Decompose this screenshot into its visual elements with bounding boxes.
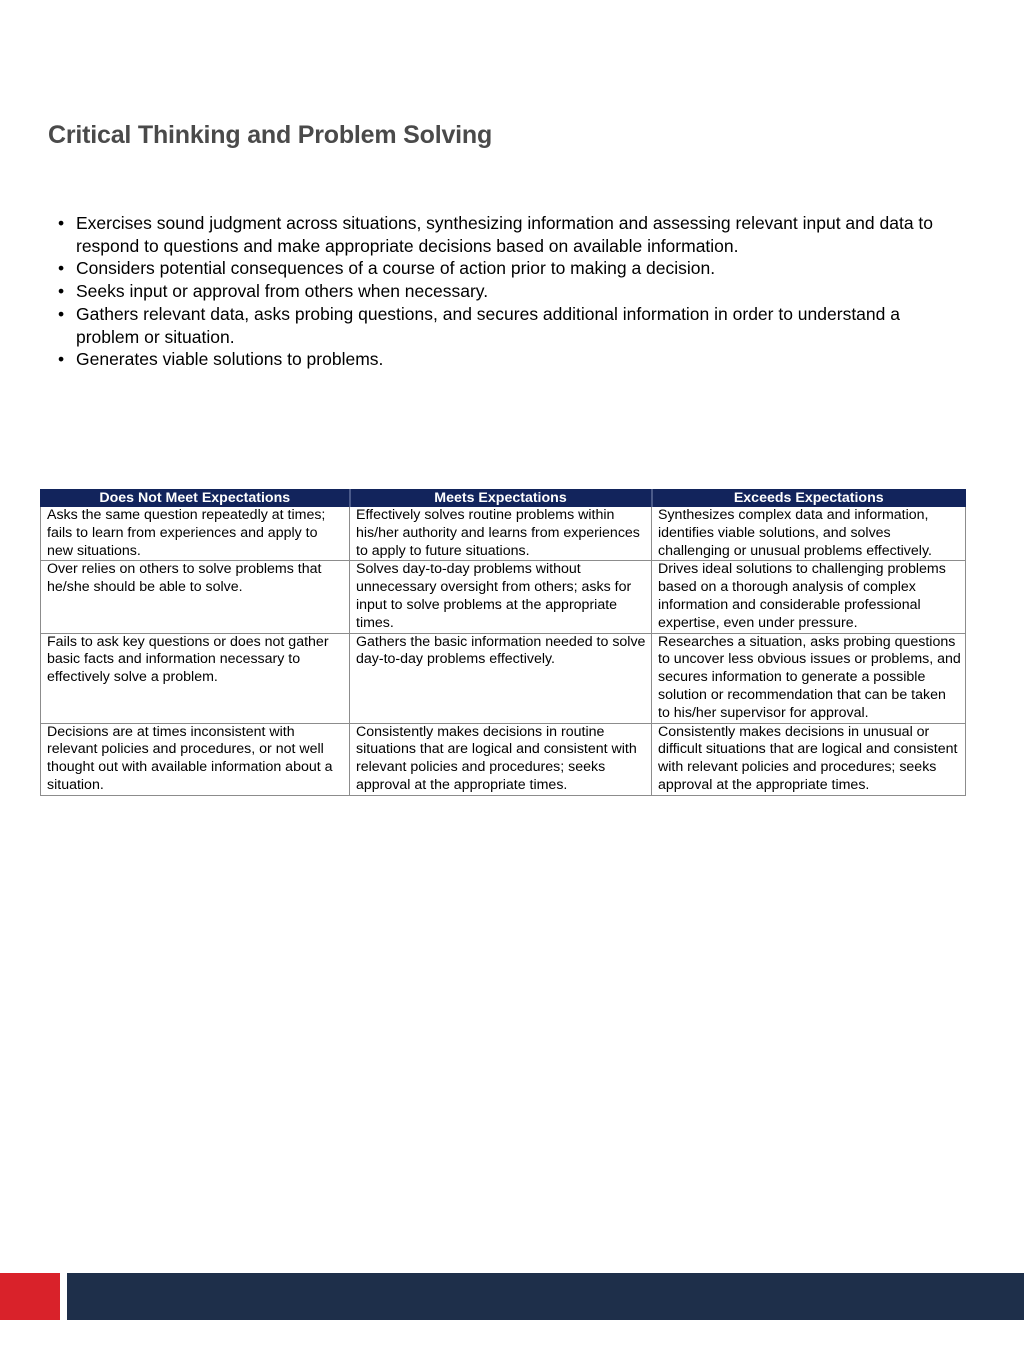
table-cell: Over relies on others to solve problems that he/she should be able to solve. [41,561,350,633]
table-cell: Decisions are at times inconsistent with relevant policies and procedures, or not well thought out with available information about a situation. [41,723,350,795]
header-meets: Meets Expectations [350,490,652,507]
footer-red-block [0,1273,60,1320]
table-header-row [41,490,966,507]
bullet-item: • Generates viable solutions to problems. [58,348,958,371]
table-cell: Solves day-to-day problems without unnecessary oversight from others; asks for input to solve problems at the appropriate times. [350,561,652,633]
table-row [41,633,966,723]
competency-bullet-list [58,212,958,371]
bullet-item: • Exercises sound judgment across situations, synthesizing information and assessing relevant input and data to respond to questions and make appropriate decisions based on available information. [58,212,958,257]
table-cell: Consistently makes decisions in routine situations that are logical and consistent with relevant policies and procedures; seeks approval at the appropriate times. [350,723,652,795]
footer-navy-bar [67,1273,1024,1320]
table-row [41,723,966,795]
table-cell: Gathers the basic information needed to solve day-to-day problems effectively. [350,633,652,723]
table-cell: Researches a situation, asks probing questions to uncover less obvious issues or problems, and secures information to generate a possible solution or recommendation that can be taken to his/her supervisor for approval. [652,633,966,723]
table-cell: Synthesizes complex data and information, identifies viable solutions, and solves challenging or unusual problems effectively. [652,507,966,561]
table-row [41,507,966,561]
table-cell: Effectively solves routine problems within his/her authority and learns from experiences to apply to future situations. [350,507,652,561]
header-exceeds: Exceeds Expectations [652,490,966,507]
bullet-item: • Gathers relevant data, asks probing questions, and secures additional information in order to understand a problem or situation. [58,303,958,348]
table-cell: Asks the same question repeatedly at times; fails to learn from experiences and apply to new situations. [41,507,350,561]
rubric-table [40,489,966,796]
header-does-not-meet: Does Not Meet Expectations [41,490,350,507]
bullet-item: • Seeks input or approval from others when necessary. [58,280,958,303]
table-cell: Consistently makes decisions in unusual or difficult situations that are logical and consistent with relevant policies and procedures; seeks approval at the appropriate times. [652,723,966,795]
bullet-item: • Considers potential consequences of a course of action prior to making a decision. [58,257,958,280]
page-title: Critical Thinking and Problem Solving [48,121,493,149]
table-cell: Fails to ask key questions or does not gather basic facts and information necessary to effectively solve a problem. [41,633,350,723]
table-row [41,561,966,633]
table-cell: Drives ideal solutions to challenging problems based on a thorough analysis of complex information and considerable professional expertise, even under pressure. [652,561,966,633]
